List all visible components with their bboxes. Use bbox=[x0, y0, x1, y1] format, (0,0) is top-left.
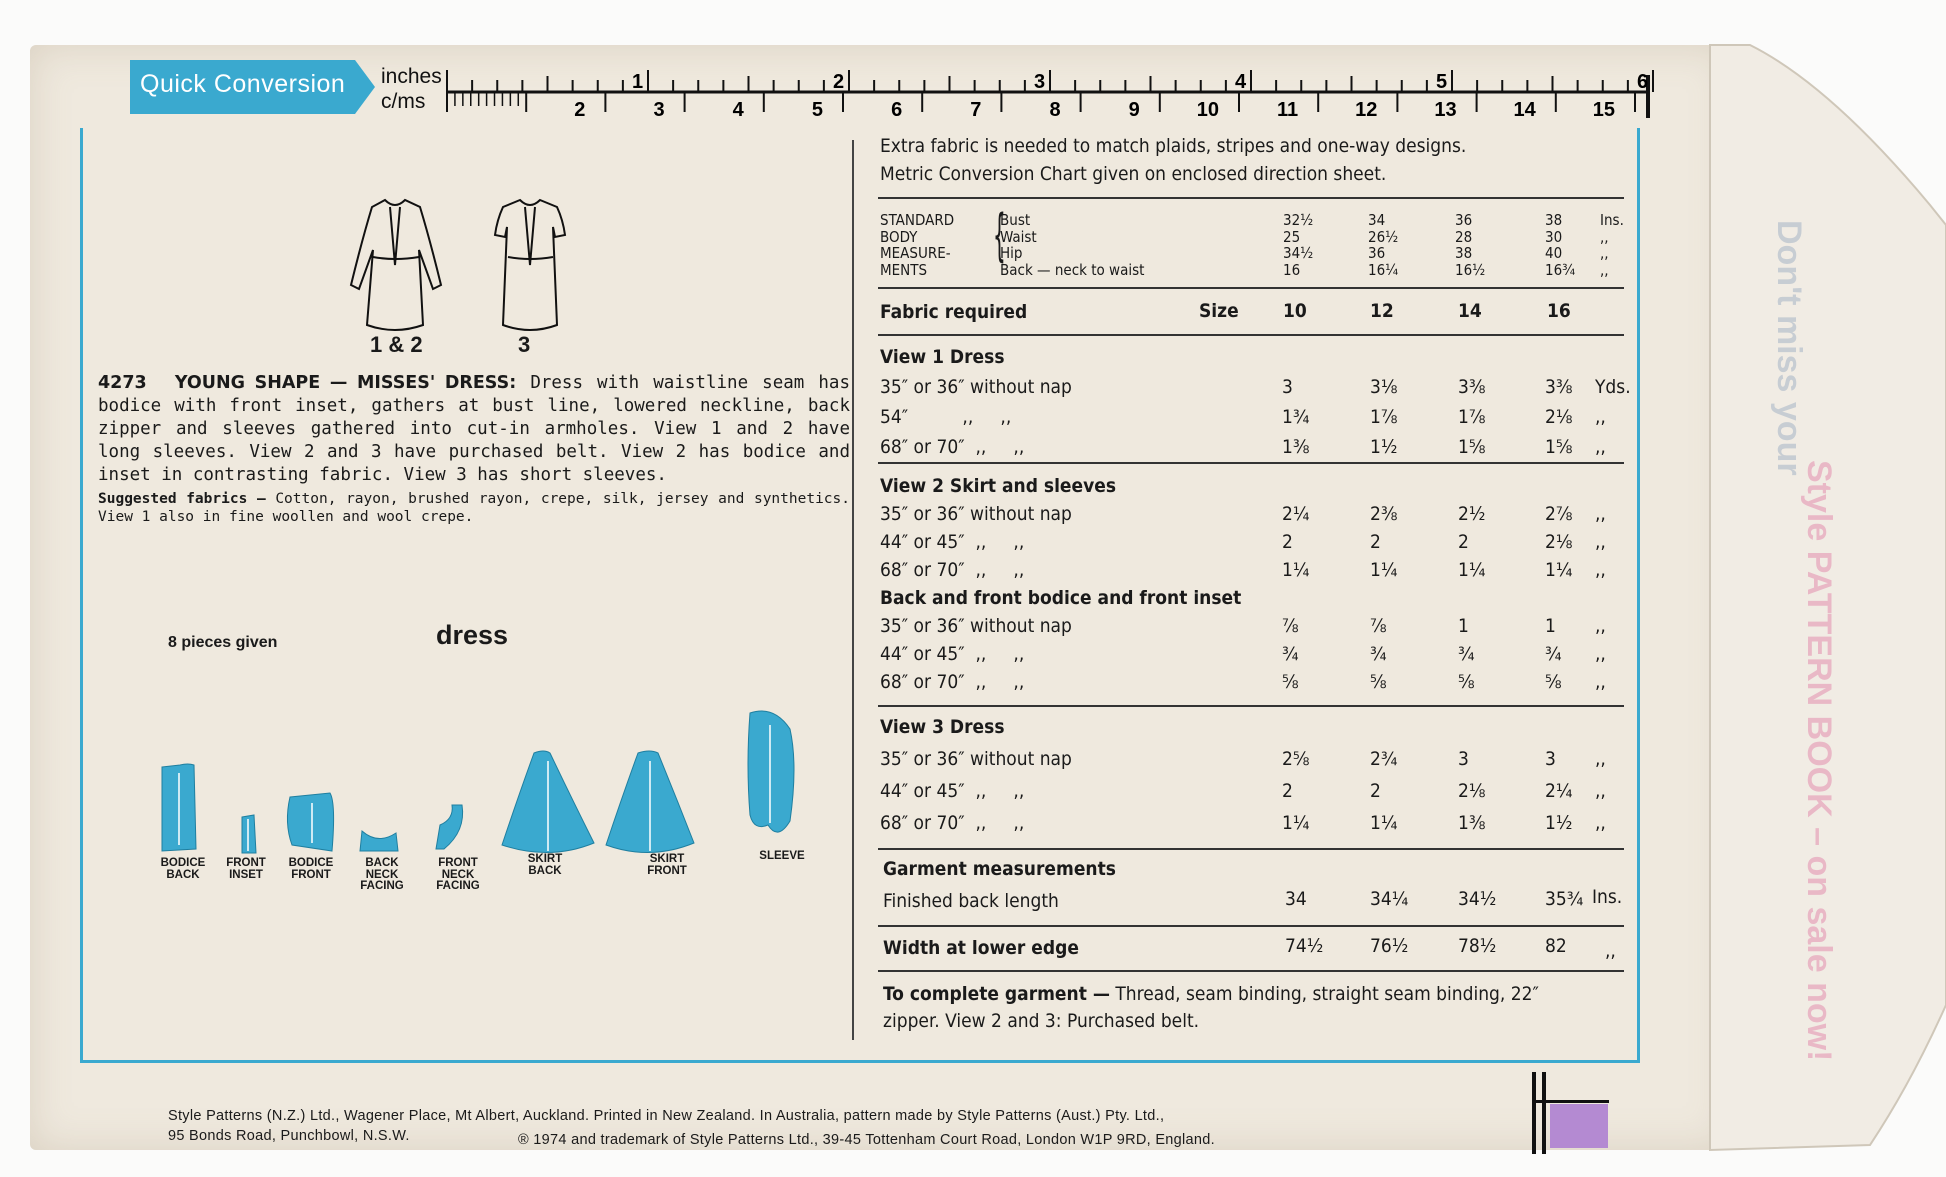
piece-label-word: FRONT bbox=[438, 857, 478, 869]
fabric-yardage: 2 bbox=[1370, 531, 1381, 553]
fabric-yardage: 1½ bbox=[1545, 812, 1573, 834]
view-label-3: 3 bbox=[518, 332, 531, 357]
fabric-width: 35″ or 36″ without nap bbox=[880, 376, 1072, 398]
fabric-yardage: 3⅜ bbox=[1458, 376, 1486, 398]
body-label: MENTS bbox=[880, 260, 928, 279]
fabric-yardage: 2⅛ bbox=[1458, 780, 1486, 802]
piece-label-word: BACK bbox=[166, 868, 200, 881]
fabric-unit: ,, bbox=[1595, 748, 1606, 770]
size-header: 16 bbox=[1547, 300, 1571, 322]
rule bbox=[878, 334, 1624, 336]
sketch-view-3 bbox=[495, 200, 565, 330]
piece-front-neck-facing bbox=[436, 805, 463, 849]
cm-mark: 15 bbox=[1592, 99, 1615, 121]
fabric-yardage: 1¼ bbox=[1545, 559, 1573, 581]
fabric-yardage: 2 bbox=[1282, 531, 1293, 553]
finished-back-value: 34½ bbox=[1458, 888, 1497, 910]
fabric-yardage: 3⅛ bbox=[1370, 376, 1398, 398]
column-divider bbox=[852, 140, 854, 1040]
finished-back-value: 35¾ bbox=[1545, 888, 1584, 910]
fabric-unit: ,, bbox=[1595, 503, 1606, 525]
fabric-yardage: 1 bbox=[1545, 615, 1556, 637]
footer-address: 95 Bonds Road, Punchbowl, N.S.W. bbox=[168, 1128, 410, 1144]
piece-label-word: FRONT bbox=[647, 864, 687, 877]
cm-mark: 14 bbox=[1513, 99, 1536, 121]
fabric-width: 68″ or 70″ ,, ,, bbox=[880, 559, 1025, 581]
fabric-unit: ,, bbox=[1595, 671, 1606, 693]
cm-mark: 9 bbox=[1128, 99, 1140, 121]
to-complete-body-2: zipper. View 2 and 3: Purchased belt. bbox=[883, 1010, 1200, 1032]
fabric-yardage: 1¼ bbox=[1458, 559, 1486, 581]
body-row-value: 28 bbox=[1455, 227, 1473, 246]
size-label: Size bbox=[1199, 300, 1239, 322]
body-row-value: 16½ bbox=[1455, 260, 1486, 279]
body-row-name: Hip bbox=[1000, 244, 1023, 262]
flap-advert bbox=[1760, 200, 1838, 1062]
section-title: View 1 Dress bbox=[880, 346, 1005, 368]
piece-label-word: BODICE bbox=[160, 857, 206, 869]
piece-label-word: BACK bbox=[365, 857, 399, 869]
fabric-yardage: 3⅜ bbox=[1545, 376, 1573, 398]
suggested-label: Suggested fabrics — bbox=[98, 491, 266, 507]
cm-mark: 4 bbox=[732, 99, 744, 121]
piece-label bbox=[342, 858, 422, 893]
body-label: STANDARD bbox=[880, 211, 955, 229]
fabric-yardage: ¾ bbox=[1282, 643, 1299, 665]
fabric-yardage: 2⅝ bbox=[1282, 748, 1310, 770]
fabric-width: 35″ or 36″ without nap bbox=[880, 748, 1072, 770]
cm-mark: 13 bbox=[1434, 99, 1457, 121]
piece-label-word: NECK bbox=[441, 868, 475, 881]
fabric-yardage: 1 bbox=[1458, 615, 1469, 637]
finished-back-value: 34 bbox=[1285, 888, 1307, 910]
body-row-value: 36 bbox=[1455, 211, 1473, 229]
fabric-unit: ,, bbox=[1595, 780, 1606, 802]
fabric-unit: ,, bbox=[1595, 531, 1606, 553]
size-header: 12 bbox=[1370, 300, 1394, 322]
finished-back-value: 34¼ bbox=[1370, 888, 1409, 910]
body-row-unit: ,, bbox=[1600, 227, 1609, 246]
view-label-1-2: 1 & 2 bbox=[370, 332, 423, 357]
cm-mark: 6 bbox=[891, 99, 903, 121]
fabric-yardage: 3 bbox=[1282, 376, 1293, 398]
fabric-yardage: 2¾ bbox=[1370, 748, 1398, 770]
piece-label-word: SKIRT bbox=[649, 853, 685, 865]
body-row-name: Back — neck to waist bbox=[1000, 260, 1145, 279]
inch-mark: 2 bbox=[833, 71, 845, 93]
piece-label-word: FRONT bbox=[291, 868, 331, 881]
fabric-yardage: 1¼ bbox=[1282, 559, 1310, 581]
section-title: Back and front bodice and front inset bbox=[880, 587, 1242, 609]
fabric-width: 68″ or 70″ ,, ,, bbox=[880, 671, 1025, 693]
quick-conversion-label: Quick Conversion bbox=[140, 70, 346, 98]
suggested-body: Cotton, rayon, brushed rayon, crepe, silk, jersey and synthetics. View 1 also in fine woollen and wool crepe. bbox=[98, 491, 850, 525]
fabric-yardage: 2½ bbox=[1458, 503, 1486, 525]
fabric-yardage: 2⅞ bbox=[1545, 503, 1573, 525]
finished-back-unit: Ins. bbox=[1592, 886, 1623, 908]
cm-mark: 2 bbox=[574, 99, 586, 121]
sketch-view-1-2 bbox=[351, 200, 441, 330]
fabric-yardage: ⅞ bbox=[1282, 615, 1299, 637]
body-row-value: 16¾ bbox=[1545, 260, 1576, 279]
body-row-unit: ,, bbox=[1600, 244, 1609, 262]
body-row-value: 32½ bbox=[1283, 211, 1314, 229]
body-row-value: 38 bbox=[1545, 211, 1563, 229]
fabric-unit: ,, bbox=[1595, 436, 1606, 458]
fabric-width: 54″ ,, ,, bbox=[880, 406, 1012, 428]
fabric-width: 44″ or 45″ ,, ,, bbox=[880, 780, 1025, 802]
fabric-width: 35″ or 36″ without nap bbox=[880, 503, 1072, 525]
dress-sketches bbox=[335, 195, 595, 335]
body-row-name: Bust bbox=[1000, 211, 1031, 229]
fabric-yardage: 1⅜ bbox=[1282, 436, 1310, 458]
fabric-yardage: 1⅝ bbox=[1458, 436, 1486, 458]
fabric-yardage: 2 bbox=[1370, 780, 1381, 802]
fabric-yardage: 1⅞ bbox=[1458, 406, 1486, 428]
cm-mark: 12 bbox=[1355, 99, 1378, 121]
fabric-unit: Yds. bbox=[1595, 376, 1631, 398]
fabric-unit: ,, bbox=[1595, 559, 1606, 581]
fabric-yardage: 1½ bbox=[1370, 436, 1398, 458]
note-extra-fabric: Extra fabric is needed to match plaids, stripes and one-way designs. bbox=[880, 135, 1467, 157]
flap-line-1: Don't miss your bbox=[1770, 220, 1808, 476]
fabric-yardage: 1¼ bbox=[1282, 812, 1310, 834]
fabric-unit: ,, bbox=[1595, 615, 1606, 637]
width-value: 78½ bbox=[1458, 935, 1497, 957]
rule bbox=[878, 197, 1624, 199]
section-title: View 2 Skirt and sleeves bbox=[880, 475, 1117, 497]
fabric-yardage: ⅝ bbox=[1282, 671, 1299, 693]
fabric-yardage: ⅝ bbox=[1545, 671, 1562, 693]
fabric-unit: ,, bbox=[1595, 643, 1606, 665]
fabric-yardage: 1⅝ bbox=[1545, 436, 1573, 458]
piece-label-word: FACING bbox=[360, 880, 404, 892]
piece-label bbox=[627, 854, 707, 877]
rule bbox=[878, 705, 1624, 707]
width-value: 74½ bbox=[1285, 935, 1324, 957]
body-row-unit: Ins. bbox=[1600, 211, 1624, 229]
fabric-width: 44″ or 45″ ,, ,, bbox=[880, 531, 1025, 553]
fabric-yardage: 1¼ bbox=[1370, 812, 1398, 834]
pattern-pieces bbox=[150, 705, 830, 875]
inch-mark: 3 bbox=[1034, 71, 1046, 93]
cm-mark: 3 bbox=[653, 99, 665, 121]
body-row-value: 26½ bbox=[1368, 227, 1399, 246]
cm-mark: 10 bbox=[1196, 99, 1219, 121]
fabric-width: 44″ or 45″ ,, ,, bbox=[880, 643, 1025, 665]
suggested-fabrics bbox=[98, 490, 850, 526]
cms-label: c/ms bbox=[381, 90, 426, 113]
width-value: 82 bbox=[1545, 935, 1567, 957]
fabric-yardage: 2¼ bbox=[1545, 780, 1573, 802]
fabric-width: 68″ or 70″ ,, ,, bbox=[880, 812, 1025, 834]
fabric-yardage: 2⅛ bbox=[1545, 406, 1573, 428]
body-label: MEASURE- bbox=[880, 244, 951, 262]
fabric-unit: ,, bbox=[1595, 812, 1606, 834]
body-row-name: Waist bbox=[1000, 227, 1037, 246]
fabric-yardage: 1¾ bbox=[1282, 406, 1310, 428]
fabric-yardage: 1⅞ bbox=[1370, 406, 1398, 428]
piece-label bbox=[742, 851, 822, 863]
garment-measurements-title: Garment measurements bbox=[883, 858, 1116, 880]
fabric-yardage: 2¼ bbox=[1282, 503, 1310, 525]
piece-bodice-front bbox=[287, 793, 333, 851]
body-row-unit: ,, bbox=[1600, 260, 1609, 279]
fabric-yardage: ¾ bbox=[1370, 643, 1387, 665]
to-complete-garment bbox=[883, 983, 1539, 1005]
rule bbox=[878, 287, 1624, 289]
pieces-heading: dress bbox=[436, 620, 509, 650]
size-header: 14 bbox=[1458, 300, 1482, 322]
cm-mark: 7 bbox=[970, 99, 982, 121]
fabric-yardage: ¾ bbox=[1545, 643, 1562, 665]
fabric-yardage: 3 bbox=[1545, 748, 1556, 770]
body-row-value: 38 bbox=[1455, 244, 1473, 262]
body-row-value: 34½ bbox=[1283, 244, 1314, 262]
content-frame bbox=[80, 128, 1640, 1063]
body-row-value: 30 bbox=[1545, 227, 1563, 246]
brace: { bbox=[993, 203, 1006, 268]
piece-label-word: BACK bbox=[528, 864, 562, 877]
rule bbox=[878, 970, 1624, 972]
inch-mark: 1 bbox=[632, 71, 644, 93]
rule bbox=[878, 462, 1624, 464]
fabric-yardage: ¾ bbox=[1458, 643, 1475, 665]
fabric-required-label: Fabric required bbox=[880, 301, 1028, 323]
inch-mark: 4 bbox=[1235, 71, 1247, 93]
to-complete-label: To complete garment — bbox=[883, 983, 1110, 1005]
print-mark bbox=[1533, 1100, 1609, 1103]
body-row-value: 36 bbox=[1368, 244, 1386, 262]
body-row-value: 16 bbox=[1283, 260, 1301, 279]
body-row-value: 34 bbox=[1368, 211, 1386, 229]
piece-label-word: FACING bbox=[436, 880, 480, 892]
piece-sleeve bbox=[748, 711, 794, 832]
fabric-yardage: ⅝ bbox=[1370, 671, 1387, 693]
pieces-given: 8 pieces given bbox=[168, 634, 278, 651]
finished-back-label: Finished back length bbox=[883, 890, 1059, 912]
width-lower-edge-label: Width at lower edge bbox=[883, 937, 1079, 959]
piece-label bbox=[271, 858, 351, 881]
piece-label-word: NECK bbox=[365, 868, 399, 881]
piece-label-word: SLEEVE bbox=[759, 850, 805, 862]
fabric-unit: ,, bbox=[1595, 406, 1606, 428]
inch-mark: 6 bbox=[1637, 71, 1649, 93]
footer-copyright: ® 1974 and trademark of Style Patterns Ltd., 39-45 Tottenham Court Road, London W1P 9RD, England. bbox=[518, 1132, 1215, 1148]
pattern-title: YOUNG SHAPE — MISSES' DRESS: bbox=[174, 373, 517, 393]
pattern-description bbox=[98, 372, 850, 487]
fabric-yardage: ⅝ bbox=[1458, 671, 1475, 693]
fabric-yardage: 2⅜ bbox=[1370, 503, 1398, 525]
fabric-yardage: 2⅛ bbox=[1545, 531, 1573, 553]
color-swatch bbox=[1550, 1104, 1608, 1148]
piece-label-word: INSET bbox=[229, 868, 263, 881]
fabric-yardage: 1¼ bbox=[1370, 559, 1398, 581]
cm-mark: 8 bbox=[1049, 99, 1061, 121]
flap-line-2: Style PATTERN BOOK – on sale now! bbox=[1800, 460, 1838, 1062]
fabric-width: 68″ or 70″ ,, ,, bbox=[880, 436, 1025, 458]
piece-label-word: BODICE bbox=[288, 857, 334, 869]
note-metric: Metric Conversion Chart given on enclosed direction sheet. bbox=[880, 163, 1387, 185]
inch-mark: 5 bbox=[1436, 71, 1448, 93]
rule bbox=[878, 925, 1624, 927]
fabric-yardage: 2 bbox=[1458, 531, 1469, 553]
body-label: BODY bbox=[880, 227, 918, 246]
print-mark bbox=[1542, 1072, 1546, 1154]
fabric-yardage: 3 bbox=[1458, 748, 1469, 770]
conversion-ruler bbox=[0, 0, 1946, 140]
body-row-value: 40 bbox=[1545, 244, 1563, 262]
piece-back-neck-facing bbox=[360, 831, 398, 851]
section-title: View 3 Dress bbox=[880, 716, 1005, 738]
cm-mark: 5 bbox=[811, 99, 823, 121]
piece-front-inset bbox=[242, 815, 256, 853]
body-row-value: 25 bbox=[1283, 227, 1301, 246]
fabric-yardage: 1⅜ bbox=[1458, 812, 1486, 834]
fabric-width: 35″ or 36″ without nap bbox=[880, 615, 1072, 637]
width-value: 76½ bbox=[1370, 935, 1409, 957]
fabric-yardage: ⅞ bbox=[1370, 615, 1387, 637]
pattern-number: 4273 bbox=[98, 373, 147, 393]
piece-label bbox=[418, 858, 498, 893]
piece-label-word: SKIRT bbox=[527, 853, 563, 865]
body-row-value: 16¼ bbox=[1368, 260, 1399, 279]
width-unit: ,, bbox=[1605, 940, 1616, 962]
to-complete-body: Thread, seam binding, straight seam binding, 22″ bbox=[1115, 983, 1539, 1005]
piece-label bbox=[505, 854, 585, 877]
footer-line-1: Style Patterns (N.Z.) Ltd., Wagener Place, Mt Albert, Auckland. Printed in New Zealand. In Australia, pattern made by Style Patterns (Aust.) Pty. Ltd., bbox=[168, 1108, 1165, 1124]
size-header: 10 bbox=[1283, 300, 1307, 322]
cm-mark: 11 bbox=[1277, 99, 1299, 121]
fabric-yardage: 2 bbox=[1282, 780, 1293, 802]
rule bbox=[878, 848, 1624, 850]
piece-label-word: FRONT bbox=[226, 857, 266, 869]
inches-label: inches bbox=[381, 65, 442, 88]
pattern-body: Dress with waistline seam has bodice with front inset, gathers at bust line, lowered neckline, back zipper and sleeves gathered into cut-in armholes. View 1 and 2 have long sleeves. View 2 and 3 have purchased belt. View 2 has bodice and inset in contrasting fabric. View 3 has short sleeves. bbox=[98, 373, 850, 485]
print-mark bbox=[1532, 1072, 1536, 1154]
